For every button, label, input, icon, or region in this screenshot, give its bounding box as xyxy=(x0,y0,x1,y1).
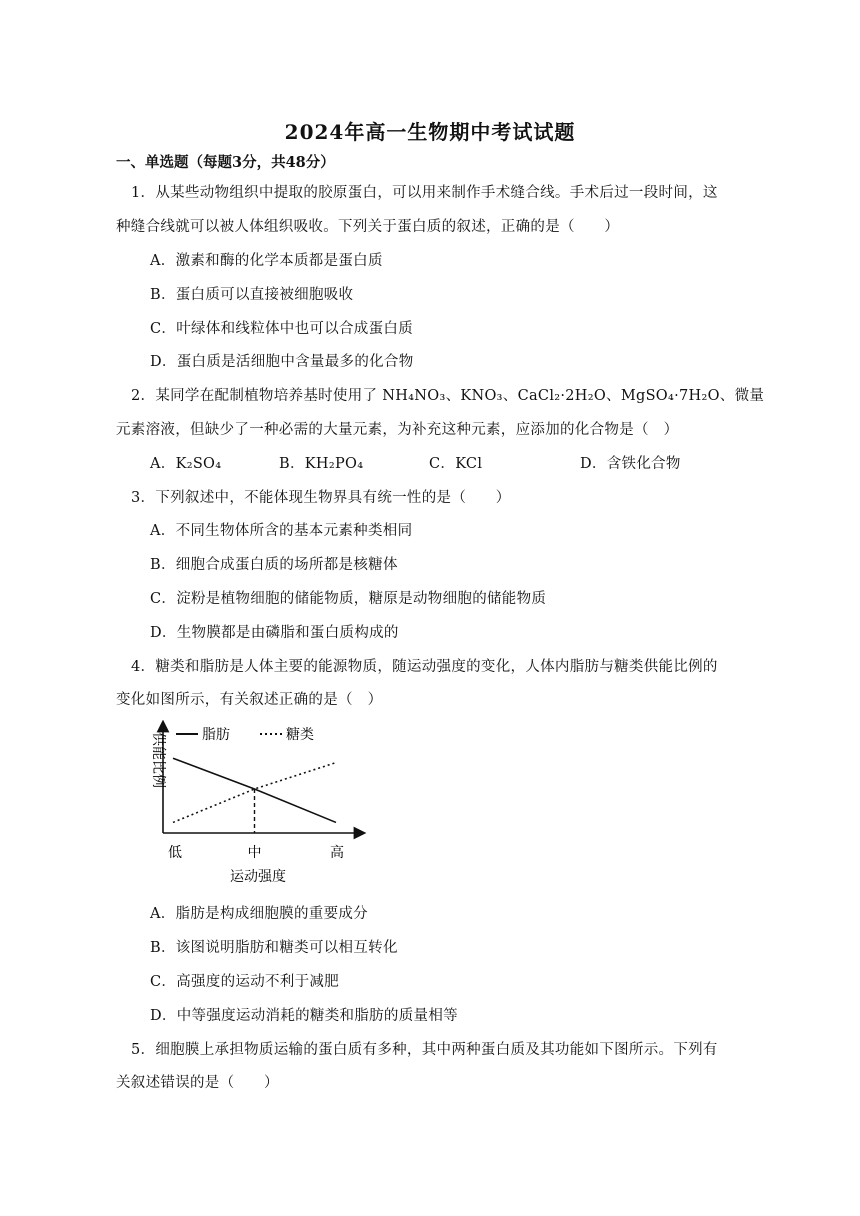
q2-option-c: C．KCl xyxy=(429,456,483,472)
q1-option-b: B．蛋白质可以直接被细胞吸收 xyxy=(150,287,354,303)
y-axis-label: 供能比例 xyxy=(150,732,166,788)
plot-area xyxy=(168,758,344,861)
q1-option-a: A．激素和酶的化学本质都是蛋白质 xyxy=(150,253,383,269)
q4-option-b: B．该图说明脂肪和糖类可以相互转化 xyxy=(150,940,398,956)
q3-line1: 3．下列叙述中，不能体现生物界具有统一性的是（ ） xyxy=(131,490,511,506)
q3-option-a: A．不同生物体所含的基本元素种类相同 xyxy=(150,523,413,539)
q3-option-c: C．淀粉是植物细胞的储能物质，糖原是动物细胞的储能物质 xyxy=(150,591,547,607)
x-tick-label: 高 xyxy=(330,845,344,861)
q2-option-b: B．KH₂PO₄ xyxy=(279,456,364,472)
q4-line1: 4．糖类和脂肪是人体主要的能源物质，随运动强度的变化，人体内脂肪与糖类供能比例的 xyxy=(131,659,718,675)
x-axis-label: 运动强度 xyxy=(230,869,286,885)
q3-option-d: D．生物膜都是由磷脂和蛋白质构成的 xyxy=(150,625,399,641)
q2-line1: 2．某同学在配制植物培养基时使用了 NH₄NO₃、KNO₃、CaCl₂·2H₂O、MgSO₄·7H₂O、微量 xyxy=(131,388,765,404)
q2-option-a: A．K₂SO₄ xyxy=(150,456,222,472)
q2-line2: 元素溶液，但缺少了一种必需的大量元素，为补充这种元素，应添加的化合物是（ ） xyxy=(116,422,679,438)
q2-option-d: D．含铁化合物 xyxy=(580,456,681,472)
q1-line1: 1．从某些动物组织中提取的胶原蛋白，可以用来制作手术缝合线。手术后过一段时间，这 xyxy=(131,185,718,201)
q1-line2: 种缝合线就可以被人体组织吸收。下列关于蛋白质的叙述，正确的是（ ） xyxy=(116,219,620,235)
legend-sugar-label: 糖类 xyxy=(286,727,314,743)
q5-line1: 5．细胞膜上承担物质运输的蛋白质有多种，其中两种蛋白质及其功能如下图所示。下列有 xyxy=(131,1042,718,1058)
q1-option-d: D．蛋白质是活细胞中含量最多的化合物 xyxy=(150,354,414,370)
x-tick-label: 中 xyxy=(247,845,262,861)
q1-option-c: C．叶绿体和线粒体中也可以合成蛋白质 xyxy=(150,321,413,337)
q3-option-b: B．细胞合成蛋白质的场所都是核糖体 xyxy=(150,557,398,573)
page-title: 2024年高一生物期中考试试题 xyxy=(284,120,576,144)
legend-fat-label: 脂肪 xyxy=(202,727,230,743)
q4-option-c: C．高强度的运动不利于减肥 xyxy=(150,974,339,990)
q5-line2: 关叙述错误的是（ ） xyxy=(116,1075,279,1091)
section-heading: 一、单选题（每题3分，共48分） xyxy=(116,154,335,171)
q4-option-d: D．中等强度运动消耗的糖类和脂肪的质量相等 xyxy=(150,1008,458,1024)
x-tick-label: 低 xyxy=(168,845,182,861)
energy-ratio-chart xyxy=(138,720,368,890)
q4-option-a: A．脂肪是构成细胞膜的重要成分 xyxy=(150,906,368,922)
q4-line2: 变化如图所示，有关叙述正确的是（ ） xyxy=(116,692,383,708)
